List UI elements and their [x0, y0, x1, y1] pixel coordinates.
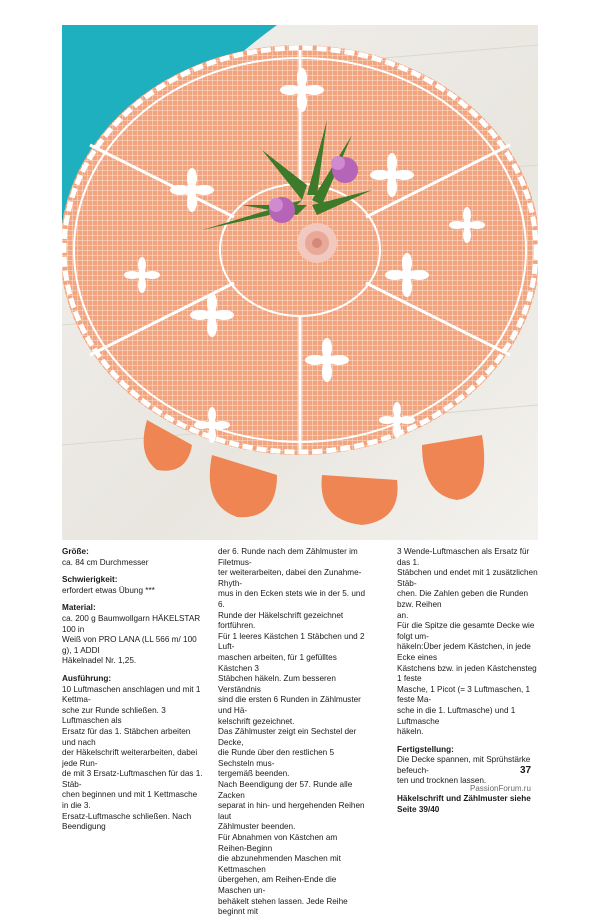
- finishing-heading: Fertigstellung:: [397, 744, 454, 754]
- doily-illustration: [62, 25, 538, 540]
- size-text: ca. 84 cm Durchmesser: [62, 557, 149, 567]
- instructions-heading: Ausführung:: [62, 673, 112, 683]
- size-heading: Größe:: [62, 547, 89, 556]
- material-text: ca. 200 g Baumwollgarn HÄKELSTAR 100 in Weiß von PRO LANA (LL 566 m/ 100 g), 1 ADDI Häkelnadel Nr. 1,25.: [62, 613, 201, 666]
- difficulty-text: erfordert etwas Übung ***: [62, 585, 155, 595]
- difficulty-heading: Schwierigkeit:: [62, 575, 118, 585]
- instructions-text: 10 Luftmaschen anschlagen und mit 1 Kettma- sche zur Runde schließen. 3 Luftmaschen als Ersatz für das 1. Stäbchen arbeiten und nach der Häkelschrift weiterarbeiten, dabei jede Run- de mit 3 Ersatz-Luftmaschen für das 1. Stäb- chen beginnen und mit 1 Kettmasche in die 3. Ersatz-Luftmasche schließen. Nach Beendigung: [62, 684, 203, 832]
- text-column-2: [218, 547, 366, 918]
- material-heading: Material:: [62, 603, 96, 613]
- doily-photo: [62, 25, 538, 540]
- text-column-1: [62, 547, 204, 833]
- watermark: PassionForum.ru: [470, 784, 531, 793]
- chart-reference: Häkelschrift und Zählmuster siehe Seite 39/40: [397, 794, 531, 814]
- instructions-continued-text: der 6. Runde nach dem Zählmuster im Filetmus- ter weiterarbeiten, dabei den Zunahme-Rhyth- mus in den Ecken stets wie in der 5. und 6. Runde der Häkelschrift gezeichnet fortführen. Für 1 leeres Kästchen 1 Stäbchen und 2 Luft- maschen arbeiten, für 1 gefülltes Kästchen 3 Stäbchen häkeln. Zum besseren Verständnis sind die ersten 6 Runden in Zählmuster und Hä- kelschrift gezeichnet. Das Zählmuster zeigt ein Sechstel der Decke, die Runde über den restlichen 5 Sechsteln mus- tergemäß beenden. Nach Beendigung der 57. Runde alle Zacken separat in hin- und hergehenden Reihen laut Zählmuster beenden. Für Abnahmen von Kästchen am Reihen-Beginn die abzunehmenden Maschen mit Kettmaschen übergehen, am Reihen-Ende die Maschen un- behäkelt stehen lassen. Jede Reihe beginnt mit: [218, 547, 365, 917]
- instructions-end-text: 3 Wende-Luftmaschen als Ersatz für das 1. Stäbchen und endet mit 1 zusätzlichen Stäb- chen. Die Zahlen geben die Runden bzw. Reihen an. Für die Spitze die gesamte Decke wie folgt um- häkeln:Über jedem Kästchen, in jede Ecke eines Kästchens bzw. in jeden Kästchensteg 1 feste Masche, 1 Picot (= 3 Luftmaschen, 1 feste Ma- sche in die 1. Luftmasche) und 1 Luftmasche häkeln.: [397, 547, 538, 737]
- finishing-text: Die Decke spannen, mit Sprühstärke befeuch- ten und trocknen lassen.: [397, 755, 531, 786]
- page-number: 37: [520, 765, 532, 776]
